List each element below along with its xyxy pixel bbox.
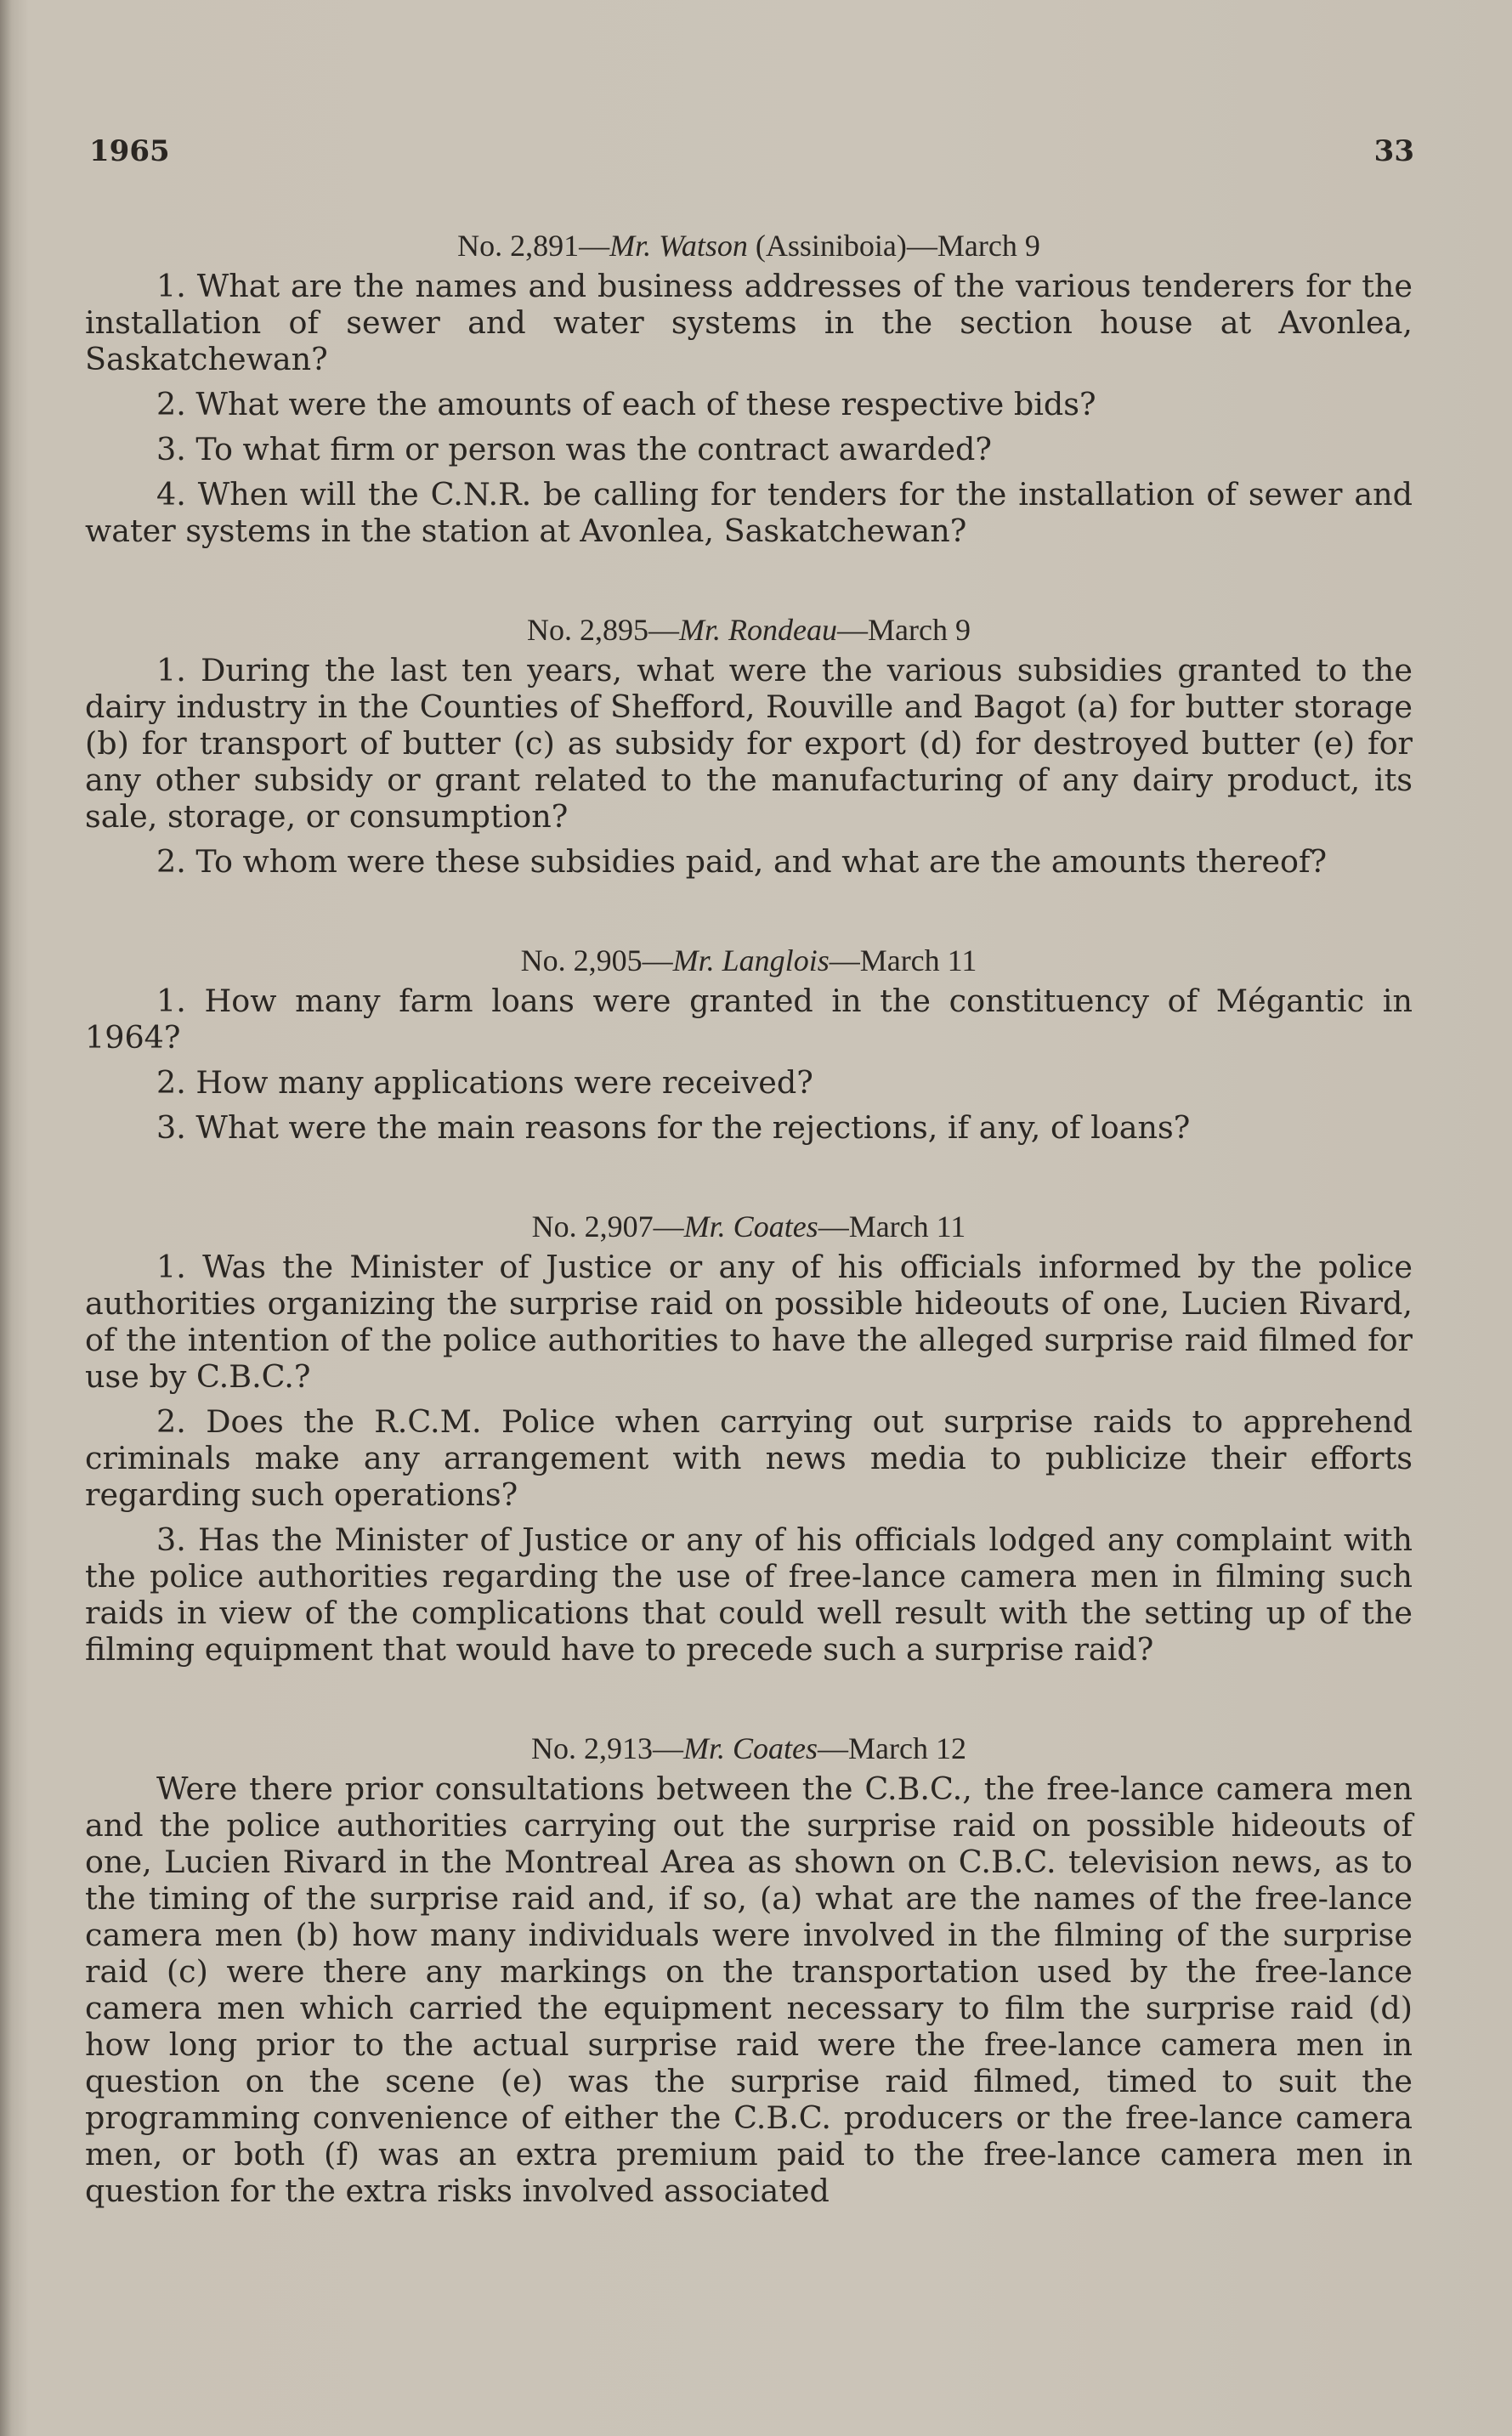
question-paragraph: 1. Was the Minister of Justice or any of his officials informed by the police authorities organizing the surprise raid on possible hideouts of one, Lucien Rivard, of the intention of the police authorities to have the alleged surprise raid filmed for use by C.B.C.? bbox=[85, 1249, 1413, 1395]
page-number: 33 bbox=[1373, 134, 1414, 168]
question-date: March 11 bbox=[859, 943, 977, 977]
questions-list bbox=[85, 228, 1413, 2218]
question-member: Mr. Coates bbox=[683, 1210, 818, 1243]
question-paragraph: 3. What were the main reasons for the rejections, if any, of loans? bbox=[156, 1109, 1191, 1146]
question-paragraph: 2. To whom were these subsidies paid, and what are the amounts thereof? bbox=[156, 843, 1328, 880]
question-paragraph: 1. During the last ten years, what were the various subsidies granted to the dairy industry in the Counties of Shefford, Rouville and Bagot (a) for butter storage (b) for transport of butter (c) as subsidy for export (d) for destroyed butter (e) for any other subsidy or grant related to the manufacturing of any dairy product, its sale, storage, or consumption? bbox=[85, 652, 1413, 835]
question-paragraph: Were there prior consultations between the C.B.C., the free-lance camera men and the police authorities carrying out the surprise raid on possible hideouts of one, Lucien Rivard in the Montreal Area as shown on C.B.C. television news, as to the timing of the surprise raid and, if so, (a) what are the names of the free-lance camera men (b) how many individuals were involved in the filming of the surprise raid (c) were there any markings on the transportation used by the free-lance camera men which carried the equipment necessary to film the surprise raid (d) how long prior to the actual surprise raid were the free-lance camera men in question on the scene (e) was the surprise raid filmed, timed to suit the programming convenience of either the C.B.C. producers or the free-lance camera men, or both (f) was an extra premium paid to the free-lance camera men in question for the extra risks involved associated bbox=[85, 1770, 1413, 2209]
question-number: No. 2,913 bbox=[531, 1731, 653, 1765]
question-heading: No. 2,905—Mr. Langlois—March 11 bbox=[520, 943, 977, 977]
question-heading: No. 2,913—Mr. Coates—March 12 bbox=[531, 1731, 966, 1765]
question-member: Mr. Watson bbox=[609, 229, 748, 263]
question-date: March 12 bbox=[848, 1731, 966, 1765]
question-member: Mr. Rondeau bbox=[679, 613, 837, 647]
question-date: March 9 bbox=[868, 613, 971, 647]
question-paragraph: 4. When will the C.N.R. be calling for tenders for the installation of sewer and water systems in the station at Avonlea, Saskatchewan? bbox=[85, 476, 1413, 549]
question-number: No. 2,891 bbox=[457, 229, 580, 263]
page-year: 1965 bbox=[89, 134, 170, 168]
question-item bbox=[85, 1731, 1413, 2209]
question-paragraph: 2. What were the amounts of each of these respective bids? bbox=[156, 386, 1096, 422]
question-item bbox=[85, 1209, 1413, 1668]
question-paragraph: 1. How many farm loans were granted in the constituency of Mégantic in 1964? bbox=[85, 983, 1413, 1056]
page-header bbox=[89, 134, 1414, 168]
question-heading: No. 2,891—Mr. Watson (Assiniboia)—March 9 bbox=[457, 229, 1040, 263]
question-item bbox=[85, 228, 1413, 549]
question-paragraph: 3. To what firm or person was the contract awarded? bbox=[156, 431, 992, 467]
question-item bbox=[85, 612, 1413, 880]
question-date: March 11 bbox=[848, 1210, 966, 1243]
question-paragraph: 2. Does the R.C.M. Police when carrying out surprise raids to apprehend criminals make any arrangement with news media to publicize their efforts regarding such operations? bbox=[85, 1403, 1413, 1513]
question-number: No. 2,907 bbox=[531, 1210, 654, 1243]
question-paragraph: 1. What are the names and business addresses of the various tenderers for the installation of sewer and water systems in the section house at Avonlea, Saskatchewan? bbox=[85, 268, 1413, 377]
question-riding: (Assiniboia) bbox=[747, 229, 907, 263]
question-heading: No. 2,895—Mr. Rondeau—March 9 bbox=[527, 613, 971, 647]
question-paragraph: 3. Has the Minister of Justice or any of his officials lodged any complaint with the police authorities regarding the use of free-lance camera men in filming such raids in view of the complications that could well result with the setting up of the filming equipment that would have to precede such a surprise raid? bbox=[85, 1521, 1413, 1668]
question-number: No. 2,895 bbox=[527, 613, 649, 647]
question-member: Mr. Langlois bbox=[672, 943, 830, 977]
question-member: Mr. Coates bbox=[683, 1731, 818, 1765]
question-paragraph: 2. How many applications were received? bbox=[156, 1064, 813, 1101]
question-item bbox=[85, 943, 1413, 1146]
question-date: March 9 bbox=[937, 229, 1040, 263]
question-number: No. 2,905 bbox=[520, 943, 643, 977]
question-heading: No. 2,907—Mr. Coates—March 11 bbox=[531, 1210, 966, 1243]
